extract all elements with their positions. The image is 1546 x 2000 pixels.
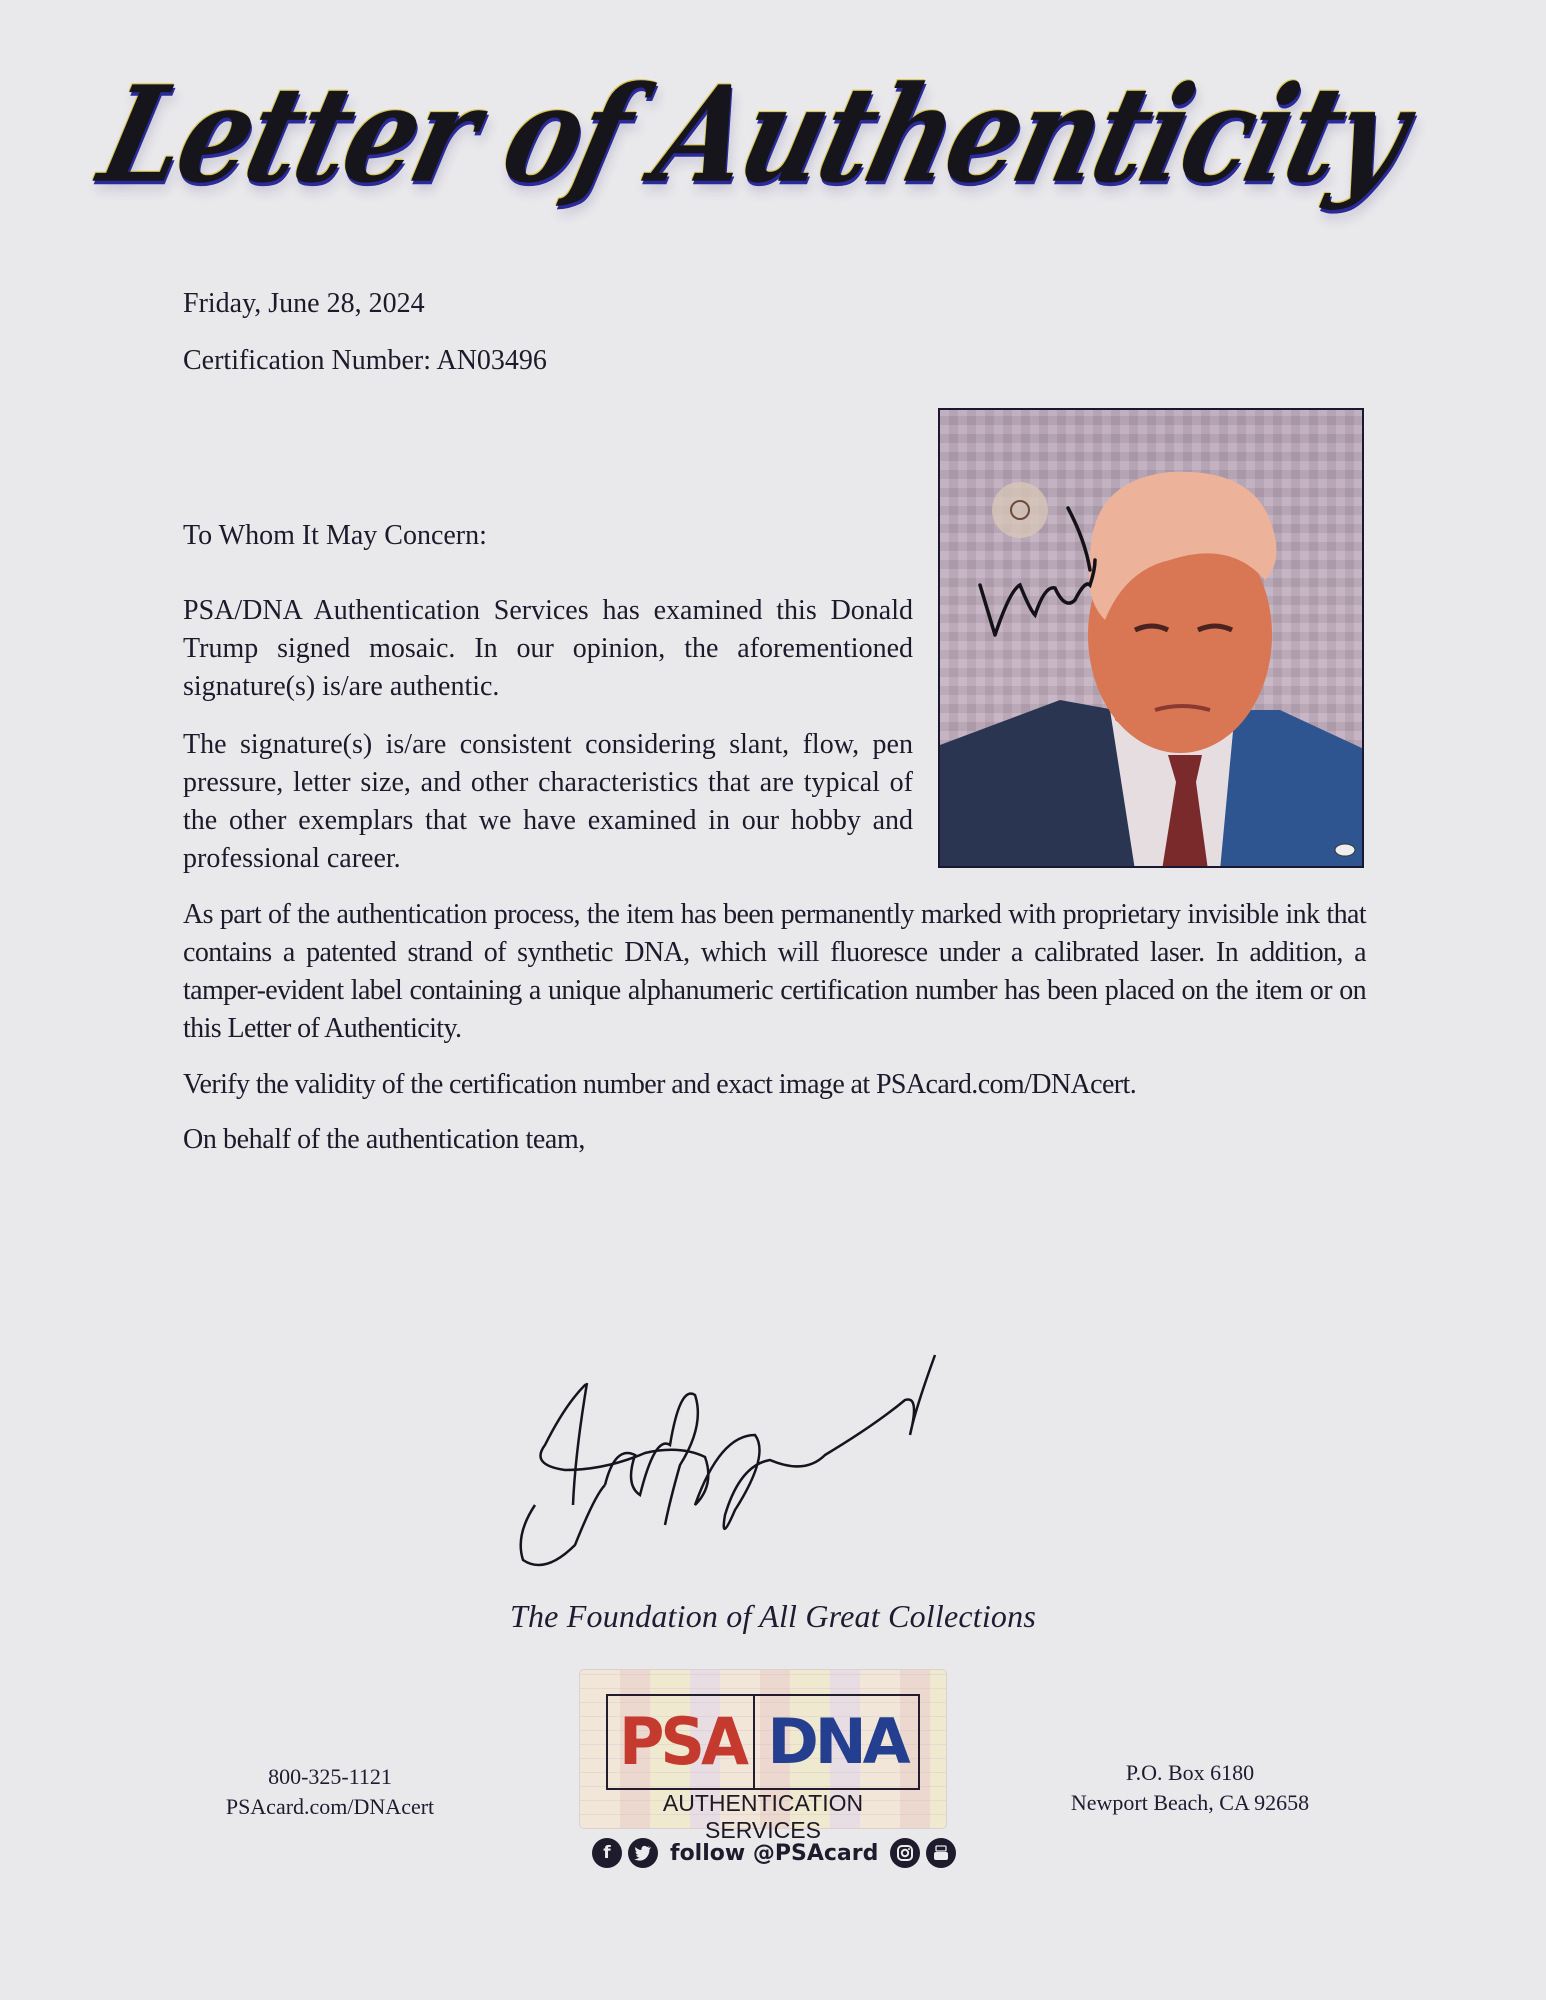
paragraph-verify: Verify the validity of the certification number and exact image at PSAcard.com/DNAcert.: [183, 1069, 1137, 1100]
logo-divider: [753, 1696, 755, 1788]
social-follow-row: [592, 1838, 956, 1868]
mailing-address: [1030, 1758, 1350, 1818]
document-title: Letter of Authenticity: [87, 58, 1421, 213]
youtube-glyph: [932, 1844, 950, 1862]
paragraph-examination: PSA/DNA Authentication Services has examined this Donald Trump signed mosaic. In our opinion, the aforementioned signature(s) is/are authentic.: [183, 595, 913, 702]
tagline: The Foundation of All Great Collections: [509, 1598, 1036, 1634]
letter-date: Friday, June 28, 2024: [183, 288, 425, 319]
psa-dna-logo: [580, 1670, 946, 1843]
address-line-2: Newport Beach, CA 92658: [1070, 1790, 1310, 1815]
salutation: To Whom It May Concern:: [183, 520, 487, 551]
address-line-1: P.O. Box 6180: [1125, 1760, 1255, 1785]
instagram-glyph: [896, 1844, 914, 1862]
logo-psa-text: PSA: [618, 1703, 746, 1780]
twitter-icon[interactable]: [628, 1838, 658, 1868]
psa-hologram-sticker: [1335, 844, 1355, 856]
logo-subtitle: AUTHENTICATION SERVICES: [662, 1790, 864, 1843]
paragraph-consistency: The signature(s) is/are consistent considering slant, flow, pen pressure, letter size, and other characteristics that are typical of the other exemplars that we have examined in our hobby and professional career.: [183, 729, 913, 874]
phone-number: 800-325-1121: [268, 1764, 392, 1789]
signed-mosaic-photo: [938, 408, 1364, 868]
instagram-icon[interactable]: [890, 1838, 920, 1868]
paragraph-dna-process: As part of the authentication process, the item has been permanently marked with proprietary invisible ink that contains a patented strand of synthetic DNA, which will fluoresce under a calibrated laser. In addition, a tamper-evident label containing a unique alphanumeric certification number has been placed on the item or on this Letter of Authenticity.: [183, 899, 1366, 1044]
youtube-icon[interactable]: [926, 1838, 956, 1868]
logo-dna-text: DNA: [767, 1705, 907, 1778]
follow-handle-text[interactable]: follow @PSAcard: [670, 1840, 879, 1866]
website-link[interactable]: PSAcard.com/DNAcert: [225, 1794, 435, 1819]
facebook-icon[interactable]: f: [592, 1838, 622, 1868]
logo-frame: [606, 1694, 920, 1790]
sheriff-badge-icon: [992, 482, 1048, 538]
certification-number: Certification Number: AN03496: [183, 345, 547, 376]
contact-left: [180, 1762, 480, 1822]
portrait-suit-left: [940, 700, 1140, 868]
authenticator-signature: [505, 1335, 945, 1575]
twitter-bird-glyph: [634, 1845, 652, 1861]
mosaic-portrait-illustration: [940, 410, 1364, 868]
closing-line: On behalf of the authentication team,: [183, 1124, 585, 1155]
